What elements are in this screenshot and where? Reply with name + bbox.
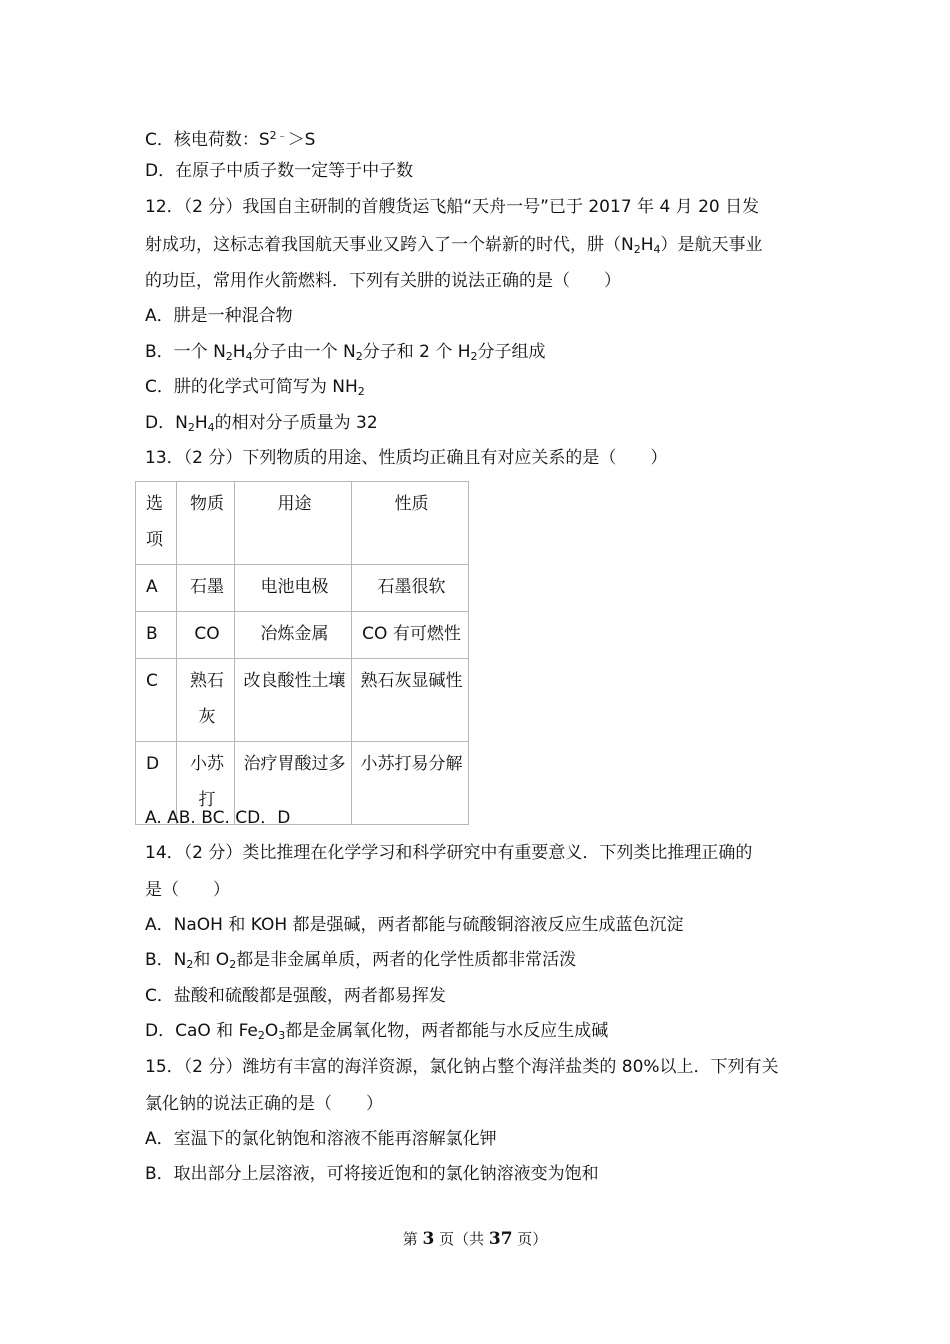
q13-options-table [135,481,469,825]
q12-stem-line1: 12．（2 分）我国自主研制的首艘货运飞船“天舟一号”已于 2017 年 4 月 20 日发 [145,197,760,217]
q11-option-d: D．在原子中质子数一定等于中子数 [145,161,414,181]
table-cell: CO 有可燃性 [352,612,469,659]
table-cell: C [136,659,177,742]
table-header-row [136,482,469,565]
table-cell: CO [177,612,235,659]
q15-stem-line2: 氯化钠的说法正确的是（ ） [145,1094,383,1114]
table-cell: 熟石灰 [177,659,235,742]
table-header-cell: 选项 [136,482,177,565]
q15-option-b: B．取出部分上层溶液，可将接近饱和的氯化钠溶液变为饱和 [145,1164,599,1184]
table-cell: B [136,612,177,659]
table-cell: 改良酸性土壤 [235,659,352,742]
q14-option-d: D．CaO 和 $Fe_2O_3$都是金属氧化物，两者都能与水反应生成碱 [145,1021,609,1042]
table-header-cell: 物质 [177,482,235,565]
q12-option-a: A．肼是一种混合物 [145,306,293,326]
q14-stem-line1: 14．（2 分）类比推理在化学学习和科学研究中有重要意义．下列类比推理正确的 [145,843,753,863]
table-row [136,659,469,742]
q12-option-c: C．肼的化学式可简写为 $NH_2$ [145,377,365,398]
page-footer: 第 3 页（共 37 页） [402,1229,548,1249]
table-header-cell: 用途 [235,482,352,565]
q13-answer-options: A. AB. BC. CD．D [145,808,291,828]
table-header-cell: 性质 [352,482,469,565]
table-cell: 小苏打 [177,742,235,825]
current-page-number: 3 [422,1229,435,1249]
table-row [136,565,469,612]
q12-stem-line3: 的功臣，常用作火箭燃料．下列有关肼的说法正确的是（ ） [145,271,621,291]
table-cell: 熟石灰显碱性 [352,659,469,742]
table-cell: 石墨很软 [352,565,469,612]
table-cell: 石墨 [177,565,235,612]
table-cell: 冶炼金属 [235,612,352,659]
q14-stem-line2: 是（ ） [145,880,230,900]
q15-stem-line1: 15．（2 分）潍坊有丰富的海洋资源，氯化钠占整个海洋盐类的 80%以上．下列有关 [145,1057,779,1077]
table-row [136,612,469,659]
q13-stem: 13．（2 分）下列物质的用途、性质均正确且有对应关系的是（ ） [145,448,668,468]
table-cell: 小苏打易分解 [352,742,469,825]
total-page-count: 37 [488,1229,513,1249]
table-cell: 治疗胃酸过多 [235,742,352,825]
q12-stem-line2: 射成功，这标志着我国航天事业又跨入了一个崭新的时代，肼$(N_2H_4)$是航天事业 [145,235,763,256]
q12-option-b: B．一个 $N_2H_4$分子由一个 $N_2$分子和 2 个 $H_2$分子组成 [145,342,546,363]
q14-option-a: A．NaOH 和 KOH 都是强碱，两者都能与硫酸铜溶液反应生成蓝色沉淀 [145,915,684,935]
q12-option-d: D．$N_2H_4$的相对分子质量为 32 [145,413,378,434]
table-cell: D [136,742,177,825]
q11-option-c: C．核电荷数：$S^{2﹣}>S$ [145,129,316,150]
table-cell: 电池电极 [235,565,352,612]
q14-option-c: C．盐酸和硫酸都是强酸，两者都易挥发 [145,986,446,1006]
q14-option-b: B．$N_2$和 $O_2$都是非金属单质，两者的化学性质都非常活泼 [145,950,577,971]
table-cell: A [136,565,177,612]
q15-option-a: A．室温下的氯化钠饱和溶液不能再溶解氯化钾 [145,1129,497,1149]
